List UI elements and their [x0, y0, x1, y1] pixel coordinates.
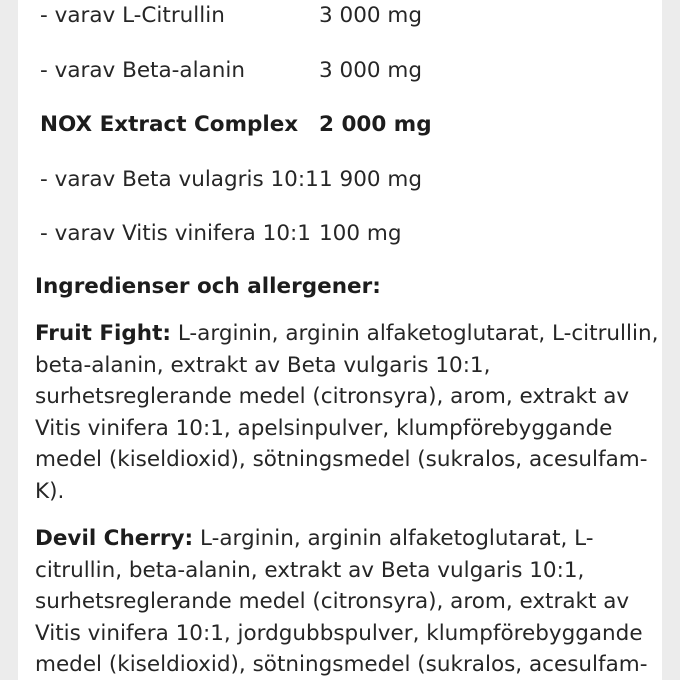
flavor-label: Devil Cherry:	[35, 526, 194, 551]
nutrient-name: - varav L-Citrullin	[40, 3, 225, 28]
nutrient-value: 3 000 mg	[319, 58, 422, 83]
devil-cherry-ingredients	[35, 523, 650, 680]
ingredients-text: L-arginin, arginin alfaketoglutarat, L-citrullin,	[170, 321, 659, 346]
nutrient-value: 100 mg	[319, 221, 402, 246]
ingredients-line: Vitis vinifera 10:1, jordgubbspulver, klumpförebyggande	[35, 620, 643, 646]
product-info-card	[18, 0, 662, 680]
nutrient-value: 3 000 mg	[319, 3, 422, 28]
ingredients-line	[35, 318, 659, 350]
nutrient-name: - varav Beta vulagris 10:1	[40, 167, 319, 192]
ingredients-line: medel (kiseldioxid), sötningsmedel (sukralos, acesulfam-	[35, 652, 648, 678]
ingredients-line: surhetsreglerande medel (citronsyra), arom, extrakt av	[35, 589, 630, 615]
ingredients-text: L-arginin, arginin alfaketoglutarat, L-	[193, 526, 594, 551]
nutrient-name: - varav Vitis vinifera 10:1	[40, 221, 311, 246]
nutrient-value: 2 000 mg	[319, 112, 432, 137]
ingredients-heading: Ingredienser och allergener:	[35, 274, 381, 299]
fruit-fight-ingredients	[35, 318, 659, 508]
flavor-label: Fruit Fight:	[35, 321, 171, 346]
ingredients-line: surhetsreglerande medel (citronsyra), arom, extrakt av	[35, 384, 630, 410]
nutrient-name: NOX Extract Complex	[40, 112, 299, 137]
ingredients-line: beta-alanin, extrakt av Beta vulgaris 10:1,	[35, 352, 491, 378]
ingredients-line	[35, 523, 650, 555]
ingredients-line: Vitis vinifera 10:1, apelsinpulver, klumpförebyggande	[35, 415, 613, 441]
nutrient-value: 1 900 mg	[319, 167, 422, 192]
ingredients-line: medel (kiseldioxid), sötningsmedel (sukralos, acesulfam-	[35, 447, 648, 473]
nutrient-name: - varav Beta-alanin	[40, 58, 245, 83]
ingredients-line: K).	[35, 478, 65, 504]
ingredients-line: citrullin, beta-alanin, extrakt av Beta vulgaris 10:1,	[35, 557, 585, 583]
